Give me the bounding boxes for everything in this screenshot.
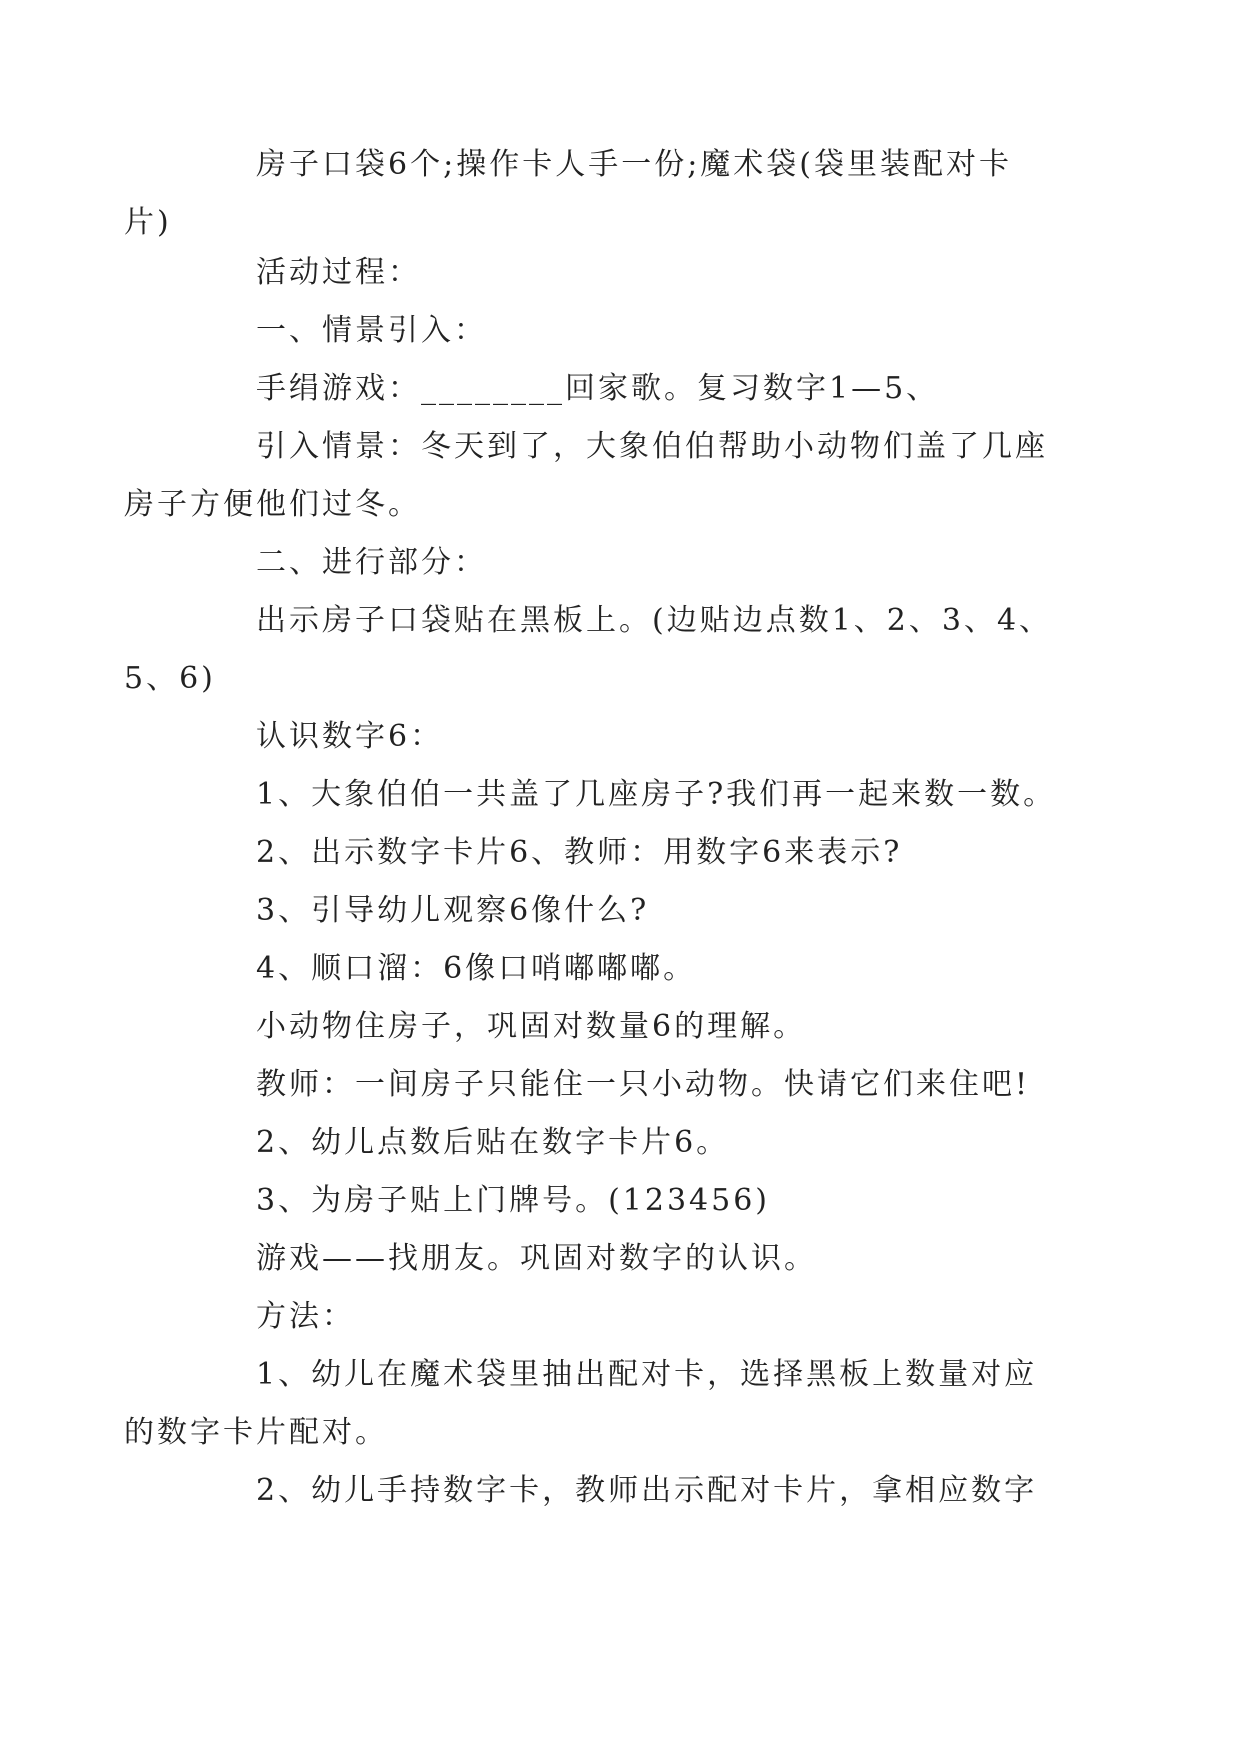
list-item-2b: 2、幼儿点数后贴在数字卡片6。 xyxy=(256,1125,730,1160)
paragraph-handkerchief-game: 手绢游戏：________回家歌。复习数字1—5、 xyxy=(256,371,940,406)
heading-section-two: 二、进行部分： xyxy=(256,545,487,580)
method-item-1-line1: 1、幼儿在魔术袋里抽出配对卡，选择黑板上数量对应 xyxy=(256,1357,1038,1392)
heading-activity-process: 活动过程： xyxy=(256,255,421,290)
paragraph-teacher-says: 教师：一间房子只能住一只小动物。快请它们来住吧! xyxy=(256,1067,1031,1102)
paragraph-intro-scene xyxy=(124,418,1060,534)
paragraph-animals-live: 小动物住房子，巩固对数量6的理解。 xyxy=(256,1009,807,1044)
paragraph-materials-line1: 房子口袋6个;操作卡人手一份;魔术袋(袋里装配对卡 xyxy=(256,147,1013,182)
paragraph-intro-scene-line1: 引入情景：冬天到了，大象伯伯帮助小动物们盖了几座 xyxy=(256,429,1048,464)
paragraph-intro-scene-line2: 房子方便他们过冬。 xyxy=(124,487,421,522)
method-item-1 xyxy=(124,1346,1060,1462)
method-item-2: 2、幼儿手持数字卡，教师出示配对卡片，拿相应数字 xyxy=(256,1473,1038,1508)
method-item-1-line2: 的数字卡片配对。 xyxy=(124,1415,388,1450)
list-item-1: 1、大象伯伯一共盖了几座房子?我们再一起来数一数。 xyxy=(256,777,1057,812)
paragraph-house-pockets xyxy=(124,592,1060,708)
heading-know-number-six: 认识数字6： xyxy=(256,719,444,754)
list-item-4: 4、顺口溜：6像口哨嘟嘟嘟。 xyxy=(256,951,697,986)
list-item-3b: 3、为房子贴上门牌号。(123456) xyxy=(256,1183,771,1218)
paragraph-house-pockets-line1: 出示房子口袋贴在黑板上。(边贴边点数1、2、3、4、 xyxy=(256,603,1053,638)
paragraph-house-pockets-line2: 5、6) xyxy=(124,661,216,696)
heading-method: 方法： xyxy=(256,1299,355,1334)
paragraph-materials xyxy=(124,136,1060,252)
list-item-3: 3、引导幼儿观察6像什么? xyxy=(256,893,650,928)
paragraph-materials-line2: 片) xyxy=(124,205,172,240)
list-item-2: 2、出示数字卡片6、教师：用数字6来表示? xyxy=(256,835,903,870)
heading-section-one: 一、情景引入： xyxy=(256,313,487,348)
paragraph-game-find-friend: 游戏——找朋友。巩固对数字的认识。 xyxy=(256,1241,817,1276)
